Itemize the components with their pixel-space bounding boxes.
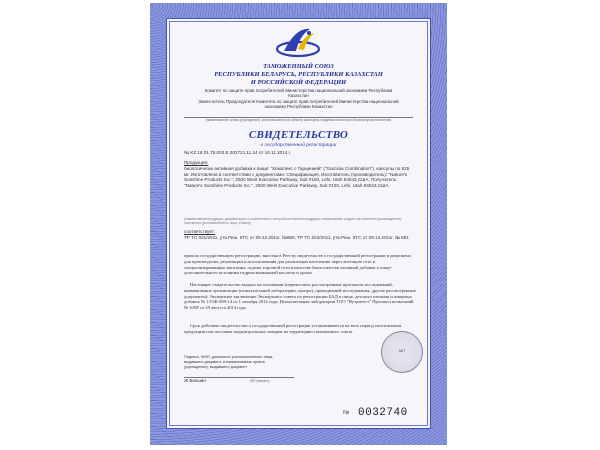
customs-union-emblem-icon — [276, 25, 321, 61]
official-stamp — [381, 331, 423, 373]
validity-paragraph: Срок действия свидетельства о государственной регистрации устанавливается на весь период изготовления продукции или поставок подконтрольных товаров на территорию таможенного союза. — [184, 323, 402, 334]
serial-prefix: № — [343, 410, 350, 416]
signatory-name: Ж.Бекшин — [184, 378, 206, 383]
compliance-label: соответствует: — [184, 229, 216, 234]
issuer-line-1: Комитет по защите прав потребителей Министерства национальной экономики Республики — [204, 88, 393, 93]
seal-placeholder: МП (печать) — [250, 379, 270, 383]
product-description: биологически активная добавка к пище: "Комплекс с Гарцинией" ("Garcinia Combination"), капсулы по 525 мг. Изготовлена в соответствии с документами: Спецификация. Изготовитель (производитель): "Nature's Sunshine Products Inc.", 2500 West Executive Parkway, Suit #100, Lehi, Utah 84043,США. Получатель: "Nature's Sunshine Products Inc.", 2500 West Executive Parkway, Suit #100, Lehi, Utah 84043,США. — [184, 166, 410, 188]
document-title: СВИДЕТЕЛЬСТВО — [248, 129, 349, 141]
stamp-label: МП — [398, 348, 406, 353]
issuer-line-2: Казахстан — [288, 93, 309, 98]
signature-caption-3: (учреждения), выдавшего документ — [184, 365, 247, 369]
serial-number: 0032740 — [358, 407, 408, 419]
header-line-2: РЕСПУБЛИКИ БЕЛАРУСЬ, РЕСПУБЛИКИ КАЗАХСТАН — [214, 71, 383, 78]
certificate-page — [150, 3, 447, 445]
signature-caption-1: Подпись, ФИО, должность уполномоченного лица, — [184, 355, 274, 359]
document-subtitle: о государственной регистрации — [260, 142, 337, 148]
registration-paragraph: прошла государственную регистрацию, внесена в Реестр свидетельств о государственной регистрации и разрешена для производства, реализации и использования для реализации населению через аптечную сеть и специализированные магазины, отделы торговой сети в качестве биологически активной добавки к пище-дополнительного источника гидроксилимонной кислоты и хрома. — [184, 253, 411, 276]
issuer-line-3: Заместитель Председателя Комитета по защите прав потребителей Министерства национальной — [198, 99, 399, 104]
product-label: Продукция: — [184, 160, 209, 165]
registration-number: № KZ.16.01.78.003.E.002721.11.14 от 16.11.2014 г. — [184, 150, 291, 155]
basis-paragraph: Настоящее свидетельство выдано на основании (перечислить рассмотренные протоколы исследований, наименование организации (испытательной лаборатории, центра), проводившей исследования, другие рассмотренные документы): Экспертное заключение Экспертного совета по регистрации БАД к пище, детского питания и пищевых добавок № 13/ЗК-089-14 от 1 октября 2014 года; Испытательная лаборатория ТОО "Нутритест" Протокол испытаний № 618Р от 29 августа 2014 года. — [184, 282, 417, 311]
signature-caption-2: выдавшего документ, и наименование органа — [184, 360, 265, 364]
issuer-caption: (наименование органа (учреждения), уполномоченного в области санитарно-эпидемиологического благополучия населения) — [205, 118, 392, 122]
issuer-line-4: экономики Республики Казахстан — [264, 104, 333, 109]
header-line-1: ТАМОЖЕННЫЙ СОЮЗ — [263, 63, 334, 70]
product-caption: (наименование продукции, документация, в соответствии с которой изготовлена продукция, наименование и адрес изготовителя (производителя), получателя (уполномоченного лица, страна)) — [184, 217, 402, 225]
header-line-3: И РОССИЙСКОЙ ФЕДЕРАЦИИ — [250, 79, 347, 86]
compliance-text: ТР ТС 021/2011, утв.Реш. КТС от 09.12.2011г. №880; ТР ТС 022/2011, утв.Реш. КТС от 09.12.2011г. № 881 — [184, 235, 409, 240]
